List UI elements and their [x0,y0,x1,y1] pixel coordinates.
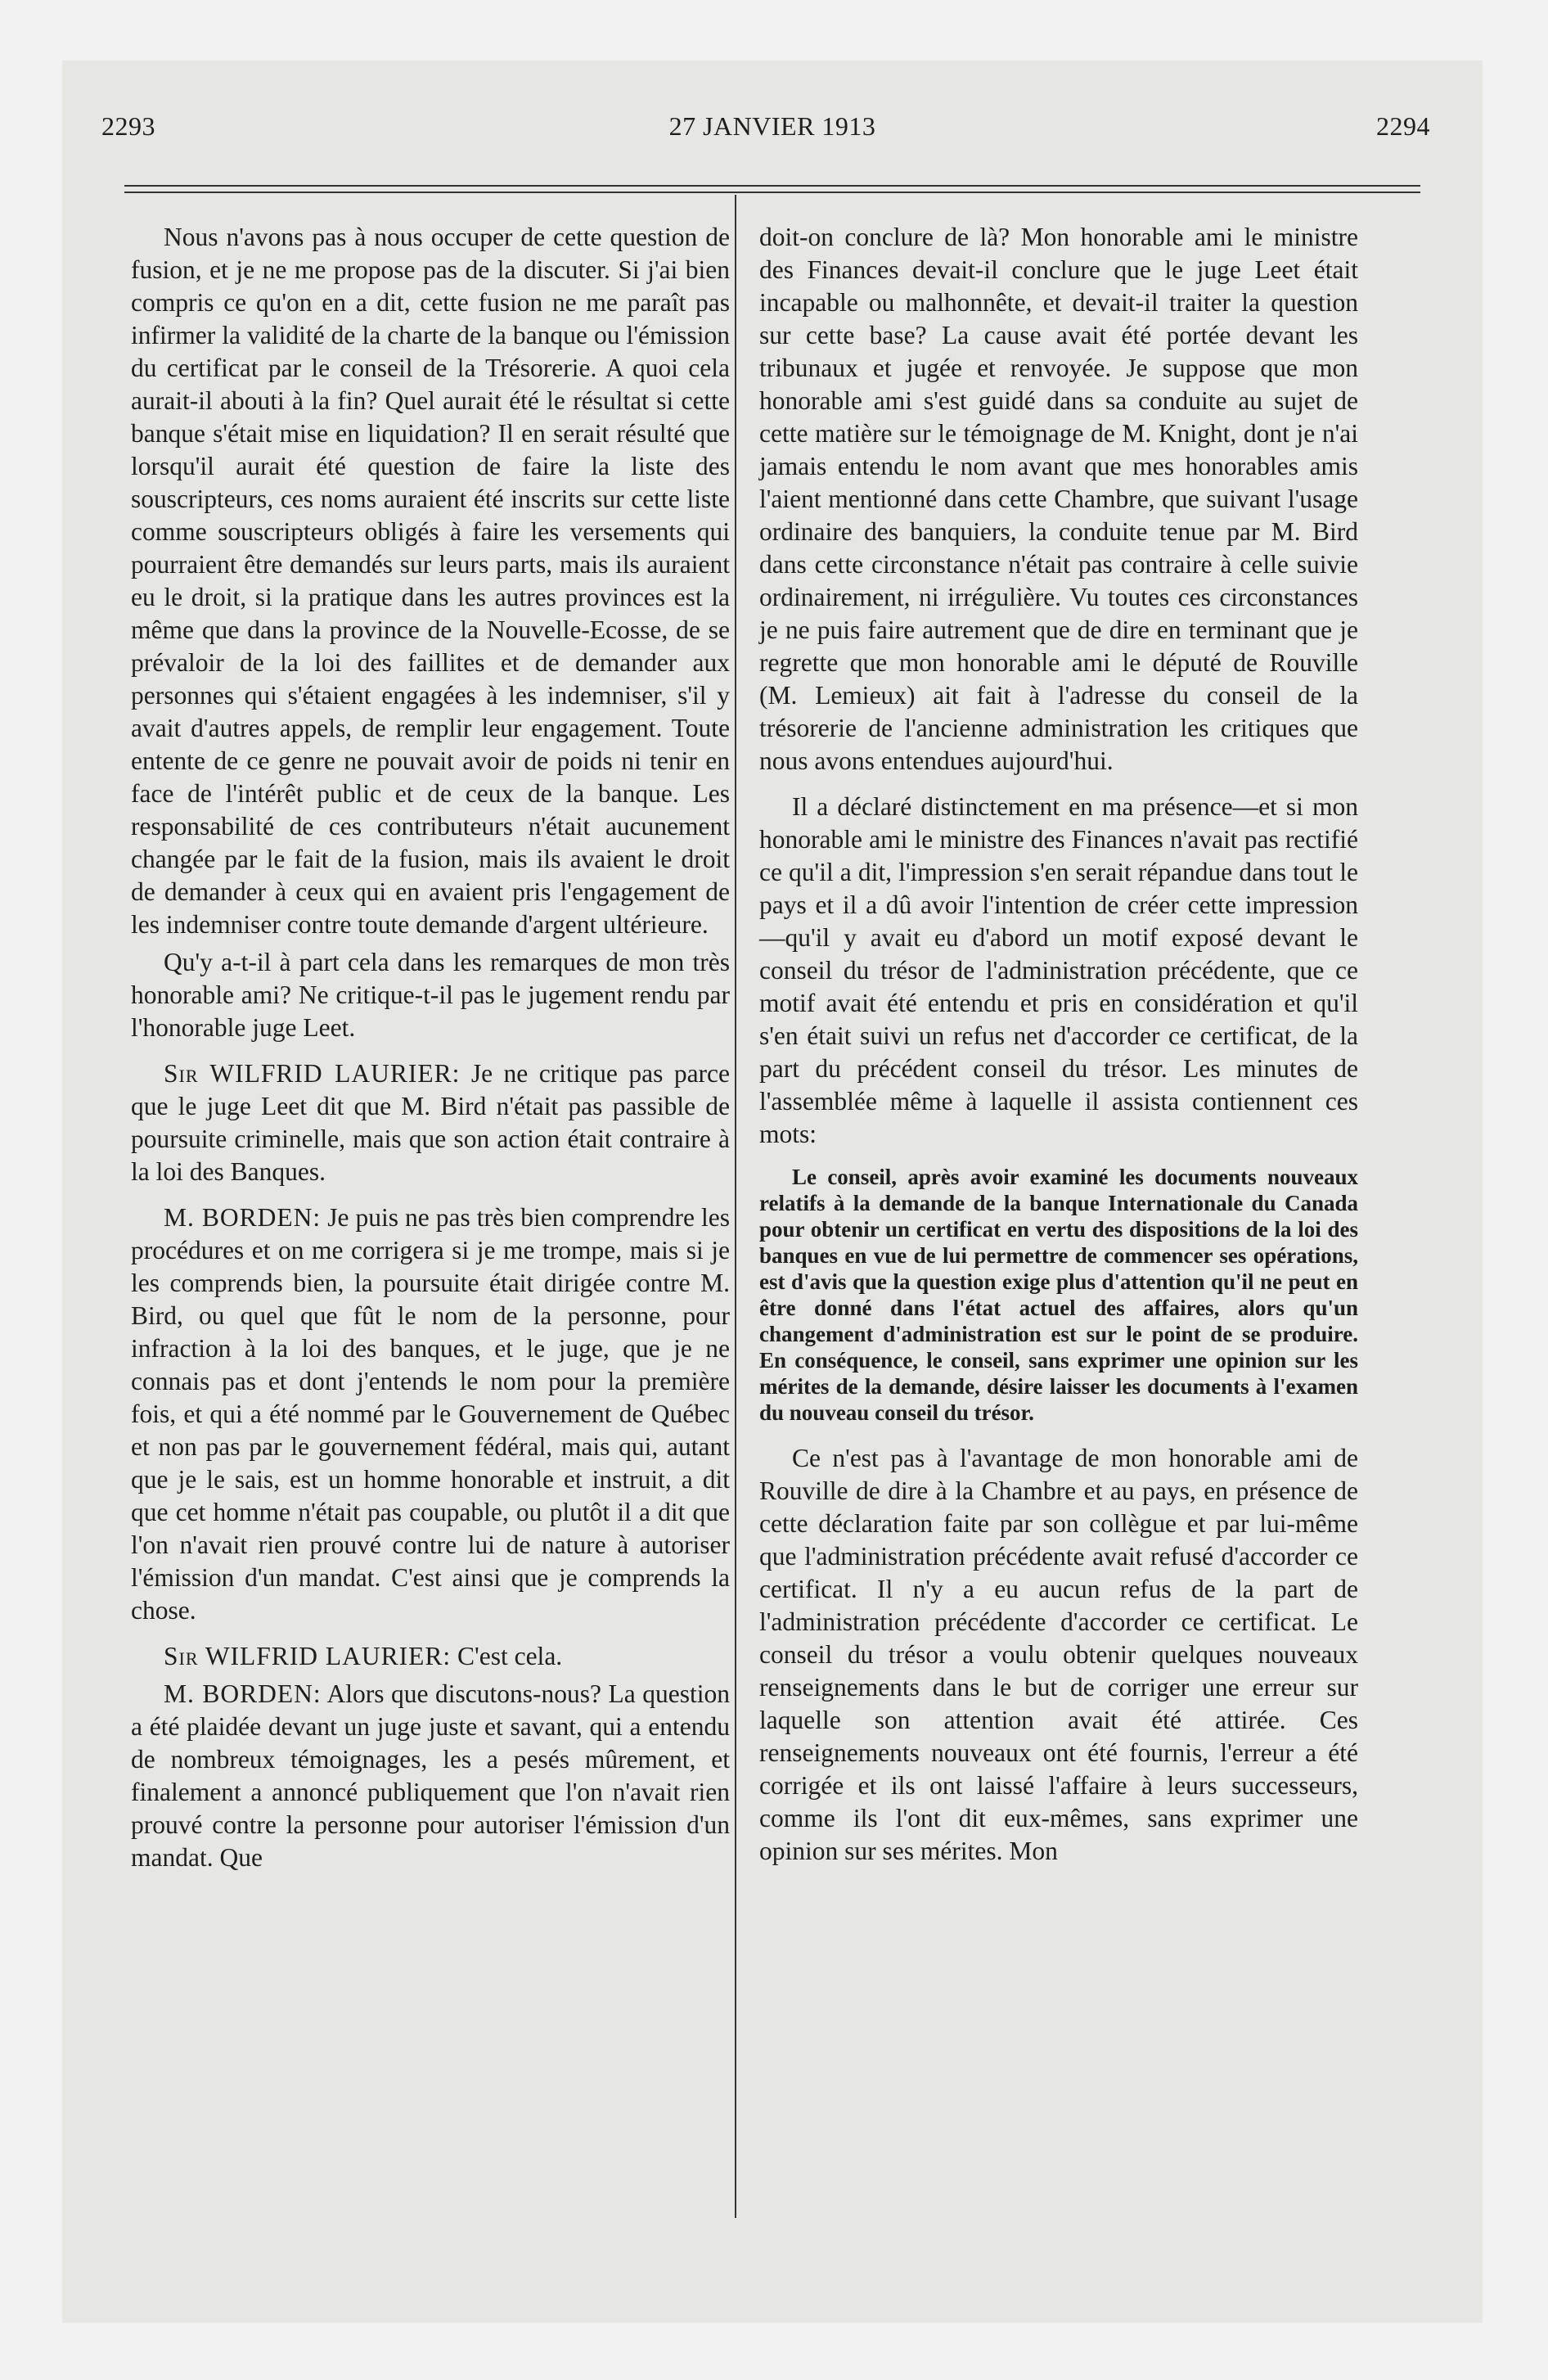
speech-text: C'est cela. [457,1642,563,1670]
page-date-header: 27 JANVIER 1913 [668,111,876,141]
speech-text: Je ne critique pas parce que le juge Leet dit que M. Bird n'était pas passible de poursuite criminelle, mais que son action était contraire à la loi des Banques. [131,1059,731,1186]
right-column [759,221,1358,1881]
speaker-name: M. BORDEN: [164,1679,322,1708]
page-number-right: 2294 [1376,111,1430,141]
document-page [62,61,1483,2323]
column-divider [735,195,736,2218]
right-paragraph-3: Ce n'est pas à l'avantage de mon honorable ami de Rouville de dire à la Chambre et au pays, en présence de cette déclaration faite par son collègue et par lui-même que l'administration précédente avait refusé d'accorder ce certificat. Il n'y a eu aucun refus de la part de l'administration précédente d'accorder ce certificat. Le conseil du trésor a voulu obtenir quelques nouveaux renseignements dans le but de corriger une erreur sur laquelle son attention avait été attirée. Ces renseignements nouveaux ont été fournis, l'erreur a été corrigée et ils ont laissé l'affaire à leurs successeurs, comme ils l'ont dit eux-mêmes, sans exprimer une opinion sur ses mérites. Mon [759,1444,1358,1865]
page-number-left: 2293 [101,111,155,141]
speaker-name: Sir WILFRID LAURIER: [164,1642,452,1670]
speech-text: Alors que discutons-nous? La question a été plaidée devant un juge juste et savant, qui a entendu de nombreux témoignages, les a pesés mûrement, et finalement a annoncé publiquement que l'on n'avait rien prouvé contre la personne pour autoriser l'émission d'un mandat. Que [131,1679,730,1872]
left-paragraph-1: Nous n'avons pas à nous occuper de cette question de fusion, et je ne me propose pas de la discuter. Si j'ai bien compris ce qu'on en a dit, cette fusion ne me paraît pas infirmer la validité de la charte de la banque ou l'émission du certificat par le conseil de la Trésorerie. A quoi cela aurait-il abouti à la fin? Quel aurait été le résultat si cette banque s'était mise en liquidation? Il en serait résulté que lorsqu'il aurait été question de faire la liste des souscripteurs, ces noms auraient été inscrits sur cette liste comme souscripteurs obligés à faire les versements qui pourraient être demandés sur leurs parts, mais ils auraient eu le droit, si la pratique dans les autres provinces est la même que dans la province de la Nouvelle-Ecosse, de se prévaloir de la loi des faillites et de demander aux personnes qui s'étaient engagées à les indemniser, s'il y avait d'autres appels, de remplir leur engagement. Toute entente de ce genre ne pouvait avoir de poids ni tenir en face de l'intérêt public et de ceux de la banque. Les responsabilité de ces contributeurs n'était aucunement changée par le fait de la fusion, mais ils avaient le droit de demander à ceux qui en avaient pris l'engagement de les indemniser contre toute demande d'argent ultérieure. [131,223,730,939]
quoted-minutes-text: Le conseil, après avoir examiné les documents nouveaux relatifs à la demande de la banque Internationale du Canada pour obtenir un certificat en vertu des dispositions de la loi des banques en vue de lui permettre de commencer ses opérations, est d'avis que la question exige plus d'attention qu'il ne peut en être donné dans l'état actuel des affaires, alors qu'un changement d'administration est sur le point de se produire. En conséquence, le conseil, sans exprimer une opinion sur les mérites de la demande, désire laisser les documents à l'examen du nouveau conseil du trésor. [759,1165,1358,1425]
left-column [131,221,730,1887]
speaker-name: M. BORDEN: [164,1203,322,1232]
speech-text: Je puis ne pas très bien comprendre les procédures et on me corrigera si je me trompe, mais si je les comprends bien, la poursuite était dirigée contre M. Bird, ou quel que fût le nom de la personne, pour infraction à la loi des banques, et le juge, que je ne connais pas et dont j'entends le nom pour la première fois, et qui a été nommé par le Gouvernement de Québec et non pas par le gouvernement fédéral, mais qui, autant que je le sais, est un homme honorable et instruit, a dit que cet homme n'était pas coupable, ou plutôt il a dit que l'on n'avait rien prouvé contre lui de nature à autoriser l'émission d'un mandat. C'est ainsi que je comprends la chose. [131,1203,730,1625]
right-paragraph-2: Il a déclaré distinctement en ma présence—et si mon honorable ami le ministre des Finances n'avait pas rectifié ce qu'il a dit, l'impression s'en serait répandue dans tout le pays et il a dû avoir l'intention de créer cette impression—qu'il y avait eu d'abord un motif exposé devant le conseil du trésor de l'administration précédente, que ce motif avait été entendu et pris en considération et qu'il s'en était suivi un refus net d'accorder ce certificat, de la part du précédent conseil du trésor. Les minutes de l'assemblée même à laquelle il assista contiennent ces mots: [759,792,1358,1148]
quoted-minutes [759,1164,1358,1426]
right-paragraph-1: doit-on conclure de là? Mon honorable ami le ministre des Finances devait-il conclure que le juge Leet était incapable ou malhonnête, et devait-il traiter la question sur cette base? La cause avait été portée devant les tribunaux et jugée et renvoyée. Je suppose que mon honorable ami s'est guidé dans sa conduite au sujet de cette matière sur le témoignage de M. Knight, dont je n'ai jamais entendu le nom avant que mes honorables amis l'aient mentionné dans cette Chambre, que suivant l'usage ordinaire des banquiers, la conduite tenue par M. Bird dans cette circonstance n'était pas contraire à celle suivie ordinairement, ni irrégulière. Vu toutes ces circonstances je ne puis faire autrement que de dire en terminant que je regrette que mon honorable ami le député de Rouville (M. Lemieux) ait fait à l'adresse du conseil de la trésorerie de l'ancienne administration les critiques que nous avons entendues aujourd'hui. [759,223,1358,775]
header-rule-top [124,185,1420,187]
speaker-name: Sir WILFRID LAURIER: [164,1059,461,1088]
speech-borden-1 [131,1201,730,1627]
speech-laurier-2 [131,1640,730,1673]
header-rule-bottom [124,192,1420,193]
speech-borden-2 [131,1678,730,1874]
left-paragraph-2: Qu'y a-t-il à part cela dans les remarques de mon très honorable ami? Ne critique-t-il pas le jugement rendu par l'honorable juge Leet. [131,948,730,1042]
speech-laurier-1 [131,1057,730,1188]
